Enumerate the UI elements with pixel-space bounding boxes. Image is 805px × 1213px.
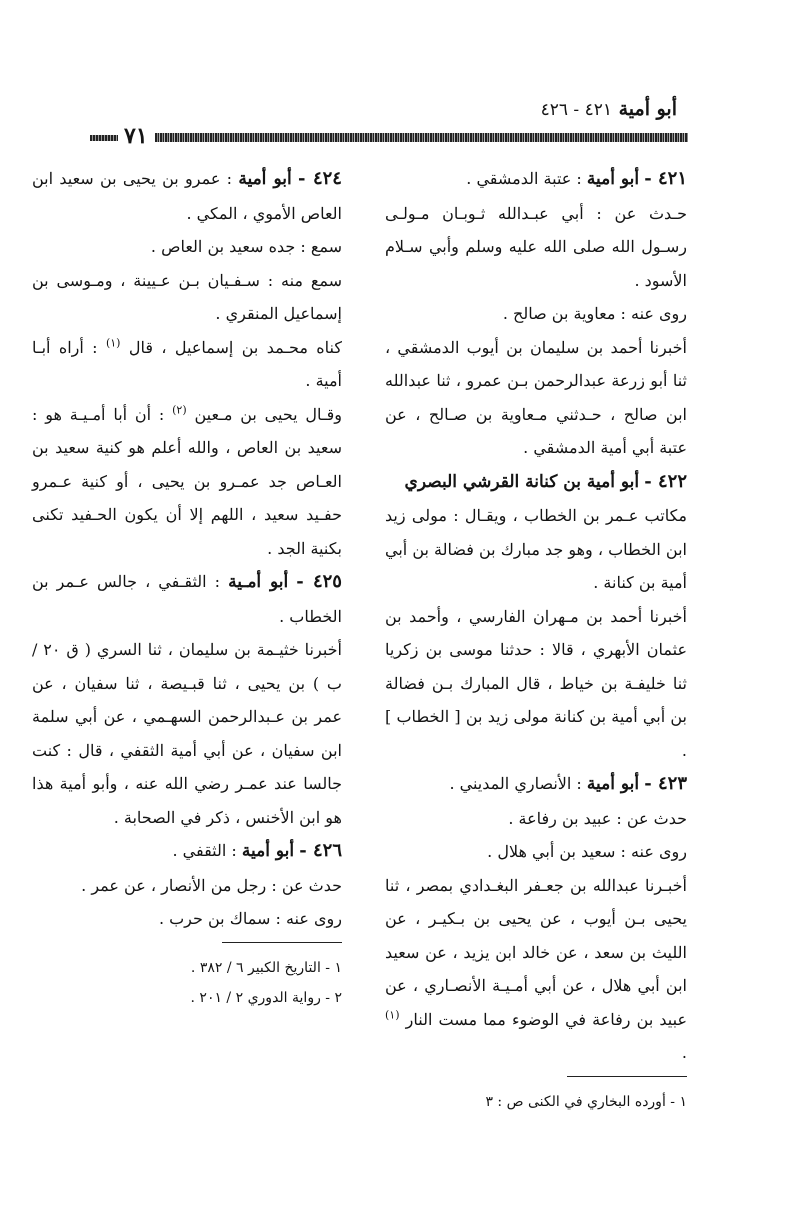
entry-desc: : الأنصاري المديني . [449,774,582,793]
paragraph: روى عنه : سعيد بن أبي هلال . [487,842,687,861]
paragraph: مكاتب عـمر بن الخطاب ، ويقـال : مولى زيد ابن الخطاب ، وهو جد مبارك بن فضالة بن أبي أمية بن كنانة . [385,506,687,592]
paragraph: سمع : جده سعيد بن العاص . [150,237,342,256]
footnote-rule [222,942,342,943]
entry-number: ٤٢٣ - [644,773,687,794]
entry-name: أبو أمية [586,774,640,794]
entry-425-heading [32,565,342,633]
paragraph: روى عنه : سماك بن حرب . [158,909,342,928]
entry-number: ٤٢١ - [644,168,687,189]
paragraph: أخبرنا أحمد بن مـهران الفارسي ، وأحمد بن عثمان الأبهري ، قالا : حدثنا موسى بن زكريا ثنا خليفـة بن خياط ، قال المبارك بـن فضالة بن أبي أمية بن كنانة مولى زيد بن [ الخطاب ] . [385,606,687,760]
paragraph-text: : أن أبا أمـيـة هو : سعيد بن العاص ، والله أعلم هو كنية سعيد بن العـاص جد عمـرو بن يحيى ، أو كنية عـمرو حفـيد سعيد ، اللهم إلا أن يكون الحـفيد تكنى بكنية الجد . [32,404,342,558]
right-column [385,162,687,1117]
paragraph: حـدث عن : أبي عبـدالله ثـوبـان مـولـى رسـول الله صلى الله عليه وسلم وأبي سـلام الأسود . [385,203,687,290]
entry-desc: : الثقفي . [172,841,237,860]
paragraph-text: كناه محـمد بن إسماعيل ، قال [128,337,343,357]
footnote-rule [567,1076,687,1077]
running-header [541,98,677,120]
entry-desc: : عتبة الدمشقي . [466,169,582,188]
footnote: ١ - التاريخ الكبير ٦ / ٣٨٢ . [190,959,342,976]
footnote: ١ - أورده البخاري في الكنى ص : ٣ [485,1093,687,1110]
entry-422-heading [385,465,687,500]
page-number: ٧١ [124,123,148,149]
paragraph-text: وقـال يحيى بن مـعين [194,404,342,424]
paragraph-end: . [681,1043,687,1062]
entry-name: أبو أمية [586,169,640,189]
header-title: أبو أمية [618,98,677,120]
entry-name: أبو أمية بن كنانة القرشي البصري [404,471,640,492]
paragraph: حدث عن : رجل من الأنصار ، عن عمر . [81,875,342,895]
paragraph: حدث عن : عبيد بن رفاعة . [508,808,687,828]
left-column [32,162,342,1013]
footnote-marker: (٢) [172,403,187,417]
entry-424-heading [32,162,342,230]
paragraph [32,331,342,398]
header-rule [155,133,688,142]
entry-number: ٤٢٢ - [644,470,687,492]
footnote-marker: (١) [385,1008,400,1022]
entry-desc: : عمرو بن يحيى بن سعيد ابن العاص الأموي ، المكي . [32,169,342,223]
entry-range: ٤٢١ - ٤٢٦ [540,100,612,120]
footnote: ٢ - رواية الدوري ٢ / ٢٠١ . [190,989,342,1006]
entry-desc: : الثقـفي ، جالس عـمر بن الخطاب . [32,572,342,626]
entry-423-heading [385,767,687,802]
entry-421-heading [385,162,687,197]
paragraph: أخبرنا أحمد بن سليمان بن أيوب الدمشقي ، ثنا أبو زرعة عبدالرحمن بـن عمرو ، ثنا عبدالله ابن صالح ، حـدثني مـعاوية بن صـالح ، عن عتبة أبي أمية الدمشقي . [385,337,687,457]
paragraph [32,398,342,566]
paragraph-text: : أراه أبـا أمية . [32,337,342,390]
footnote-marker: (١) [105,336,121,350]
entry-number: ٤٢٥ - [296,571,342,592]
entry-number: ٤٢٦ - [299,840,342,861]
paragraph: سمع منه : سـفـيان بـن عـيينة ، ومـوسى بن إسماعيل المنقري . [32,270,342,323]
entry-name: أبو أمية [241,841,295,861]
paragraph-text: أخبـرنا عبدالله بن جعـفر البغـدادي بمصر ، ثنا يحيى بـن أيوب ، عن يحيى بن بـكيـر ، عن الليث بن سعد ، عن خالد ابن يزيد ، عن سعيد ابن أبي هلال ، عن أبي أمـيـة الأنصـاري ، عن عبيد بن رفاعة في الوضوء مما مست النار [385,875,688,1029]
paragraph: أخبرنا خثيـمة بن سليمان ، ثنا السري ( ق ٢٠ / ب ) بن يحيى ، ثنا قبـيصة ، ثنا سفيان ، عن عمر بن عـبدالرحمن السهـمي ، عن أبي سلمة ابن سفيان ، عن أبي أمية الثقفي ، قال : كنت جالسا عند عمـر رضي الله عنه ، وأبو أمية هذا هو ابن الأخنس ، ذكر في الصحابة . [32,640,342,827]
entry-name: أبو أمية [238,169,292,189]
paragraph [385,869,687,1070]
entry-number: ٤٢٤ - [298,168,342,189]
header-rule-short [90,135,118,141]
entry-name: أبو أمـية [228,572,289,592]
paragraph: روى عنه : معاوية بن صالح . [502,304,687,323]
entry-426-heading [32,834,342,869]
